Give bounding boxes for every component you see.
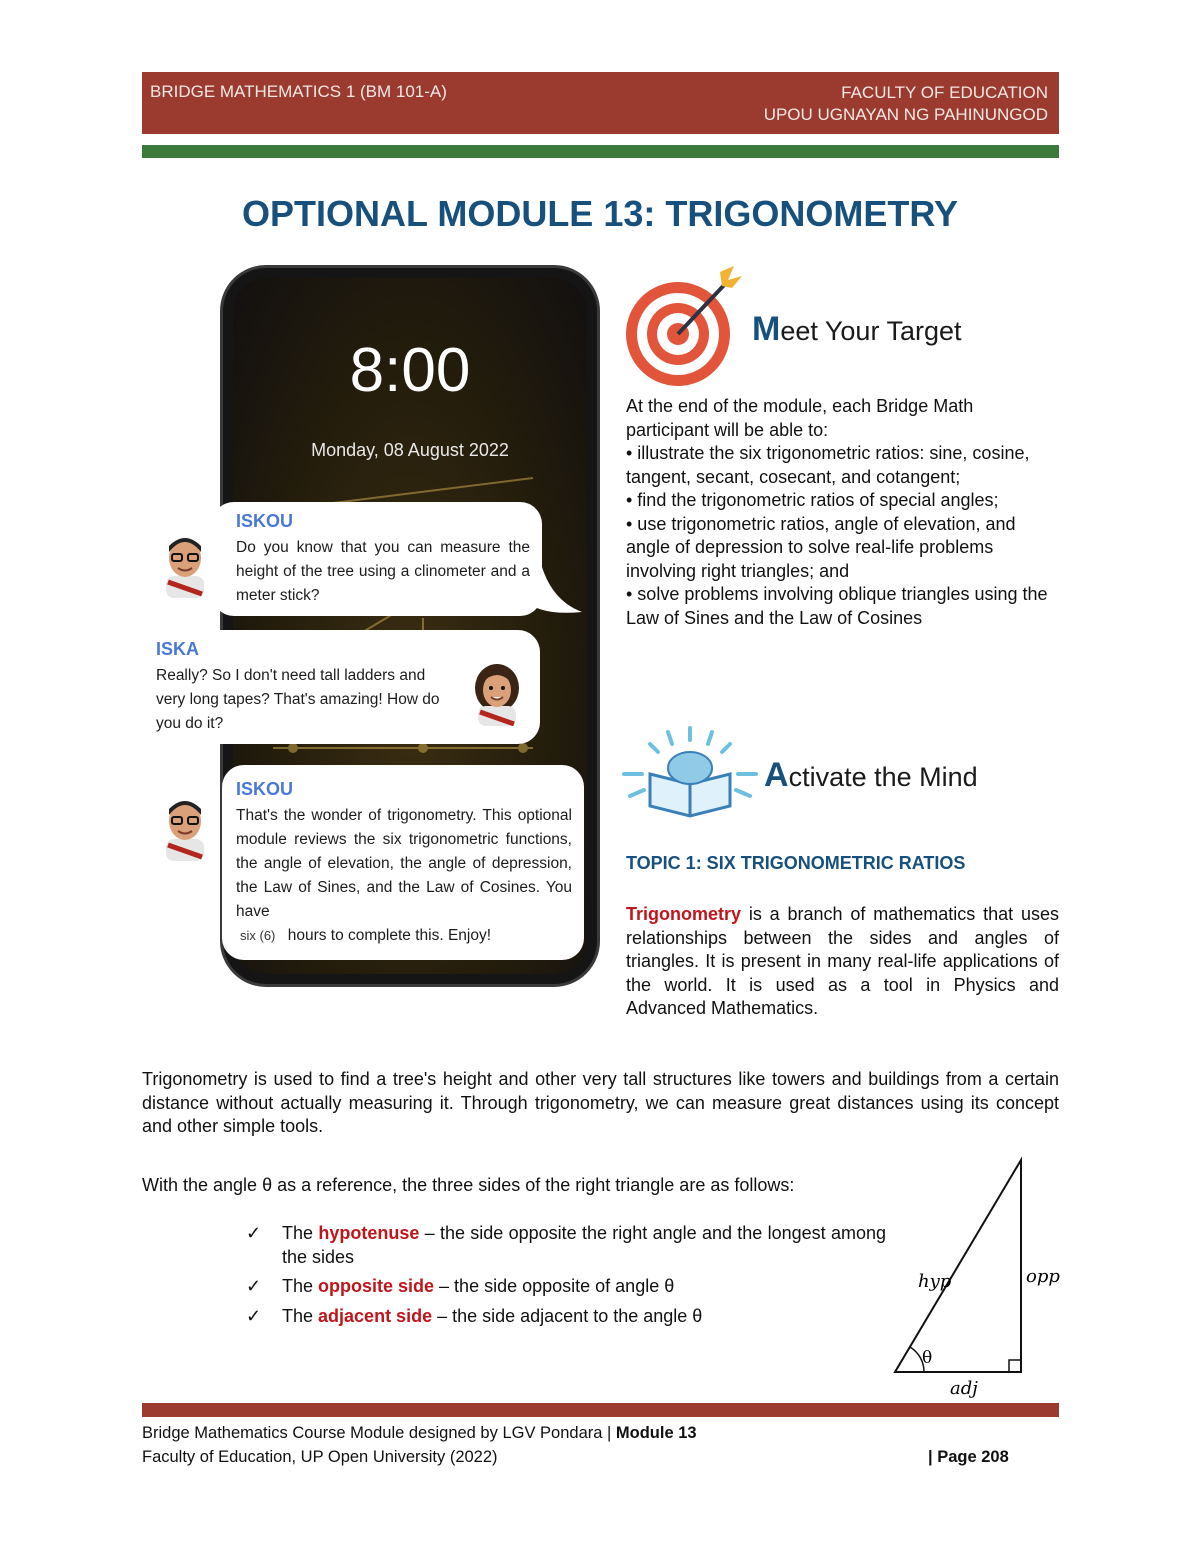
- term-trigonometry: Trigonometry: [626, 904, 742, 924]
- footer-credit: Bridge Mathematics Course Module designed by LGV Pondara |: [142, 1424, 616, 1442]
- page-title: OPTIONAL MODULE 13: TRIGONOMETRY: [241, 193, 959, 234]
- faculty-line-1: FACULTY OF EDUCATION: [841, 83, 1048, 102]
- term-adjacent-side: adjacent side: [318, 1305, 433, 1326]
- definition-text: is a branch of mathematics that uses relationships between the sides and angles of triangles. It is present in many real-life applications of the world. It is used as a tool in Physics and Advanced Mathematics.: [626, 904, 1059, 1018]
- speaker-name: ISKOU: [236, 779, 294, 799]
- topic-heading: TOPIC 1: SIX TRIGONOMETRIC RATIOS: [626, 853, 966, 873]
- label-opp: opp: [1026, 1266, 1060, 1287]
- course-label: BRIDGE MATHEMATICS 1 (BM 101-A): [150, 82, 447, 101]
- paragraph-1: Trigonometry is used to find a tree's height and other very tall structures like towers and buildings from a certain distance without actually measuring it. Through trigonometry, we can measure great distances using its concept and other simple tools.: [142, 1069, 1059, 1136]
- list-item: [246, 1222, 886, 1269]
- target-icon: [622, 262, 750, 390]
- objective-item: • solve problems involving oblique triangles using the Law of Sines and the Law of Cosines: [626, 584, 1048, 628]
- objective-item: • find the trigonometric ratios of special angles;: [626, 490, 999, 510]
- page-number: | Page 208: [928, 1448, 1009, 1466]
- label-adj: adj: [950, 1378, 978, 1399]
- chat-bubble-iskou-2: [222, 765, 584, 960]
- footer-module: Module 13: [615, 1424, 697, 1442]
- triangle-outline: [895, 1160, 1021, 1372]
- iskou-avatar: [158, 532, 212, 598]
- right-angle-mark: [1009, 1360, 1021, 1372]
- chat-message: That's the wonder of trigonometry. This optional module reviews the six trigonometric functions, the angle of elevation, the angle of depression, the Law of Sines, and the Law of Cosines. You have: [236, 807, 572, 920]
- right-triangle-diagram: [890, 1155, 1070, 1400]
- label-hyp: hyp: [918, 1271, 952, 1292]
- inserted-note: six (6): [240, 928, 276, 943]
- iska-avatar: [470, 660, 524, 726]
- lock-screen-date: Monday, 08 August 2022: [311, 440, 509, 460]
- objective-item: • illustrate the six trigonometric ratios: sine, cosine, tangent, secant, cosecant, and cotangent;: [626, 443, 1030, 487]
- chat-bubble-iskou-1: [212, 502, 542, 616]
- label-theta: θ: [922, 1348, 933, 1368]
- footer-bar: [142, 1403, 1059, 1417]
- term-opposite-side: opposite side: [318, 1276, 435, 1296]
- list-item: [246, 1305, 886, 1329]
- sides-list: [246, 1222, 886, 1328]
- book-brain-icon: [620, 722, 760, 822]
- activate-mind-heading: [764, 756, 978, 795]
- objective-item: • use trigonometric ratios, angle of elevation, and angle of depression to solve real-life problems involving right triangles; and: [626, 513, 1016, 581]
- chat-message: Do you know that you can measure the height of the tree using a clinometer and a meter stick?: [236, 539, 530, 604]
- heading-rest: eet Your Target: [780, 316, 962, 346]
- item-text: – the side opposite of angle θ: [434, 1276, 675, 1296]
- faculty-line-2: UPOU UGNAYAN NG PAHINUNGOD: [763, 105, 1048, 124]
- chat-message-end: hours to complete this. Enjoy!: [287, 927, 492, 944]
- header-divider: [142, 145, 1059, 158]
- heading-initial: A: [764, 756, 789, 794]
- check-icon: ✓: [246, 1276, 262, 1296]
- item-prefix: The: [282, 1223, 319, 1243]
- list-item: [246, 1275, 886, 1299]
- item-prefix: The: [282, 1276, 319, 1296]
- trig-definition: [626, 903, 1059, 1021]
- check-icon: ✓: [246, 1223, 262, 1243]
- iskou-avatar: [158, 795, 212, 861]
- meet-target-heading: [752, 310, 961, 349]
- footer-line-1: [142, 1424, 697, 1443]
- footer-line-2: Faculty of Education, UP Open University (2022): [142, 1448, 498, 1466]
- term-hypotenuse: hypotenuse: [318, 1223, 420, 1243]
- lock-screen-time: 8:00: [349, 336, 471, 405]
- chat-message: Really? So I don't need tall ladders and very long tapes? That's amazing! How do you do it?: [156, 667, 440, 732]
- heading-initial: M: [752, 310, 781, 348]
- speaker-name: ISKA: [156, 639, 200, 659]
- item-text: – the side adjacent to the angle θ: [432, 1305, 703, 1326]
- item-prefix: The: [282, 1305, 319, 1326]
- item-text: – the side opposite the right angle and the longest among the sides: [282, 1223, 886, 1267]
- objectives-block: [626, 395, 1061, 630]
- paragraph-2: With the angle θ as a reference, the three sides of the right triangle are as follows:: [142, 1175, 795, 1195]
- check-icon: ✓: [246, 1305, 262, 1326]
- heading-rest: ctivate the Mind: [788, 762, 978, 792]
- speaker-name: ISKOU: [236, 511, 294, 531]
- objectives-intro: At the end of the module, each Bridge Math participant will be able to:: [626, 396, 974, 440]
- faculty-label: [764, 82, 1048, 126]
